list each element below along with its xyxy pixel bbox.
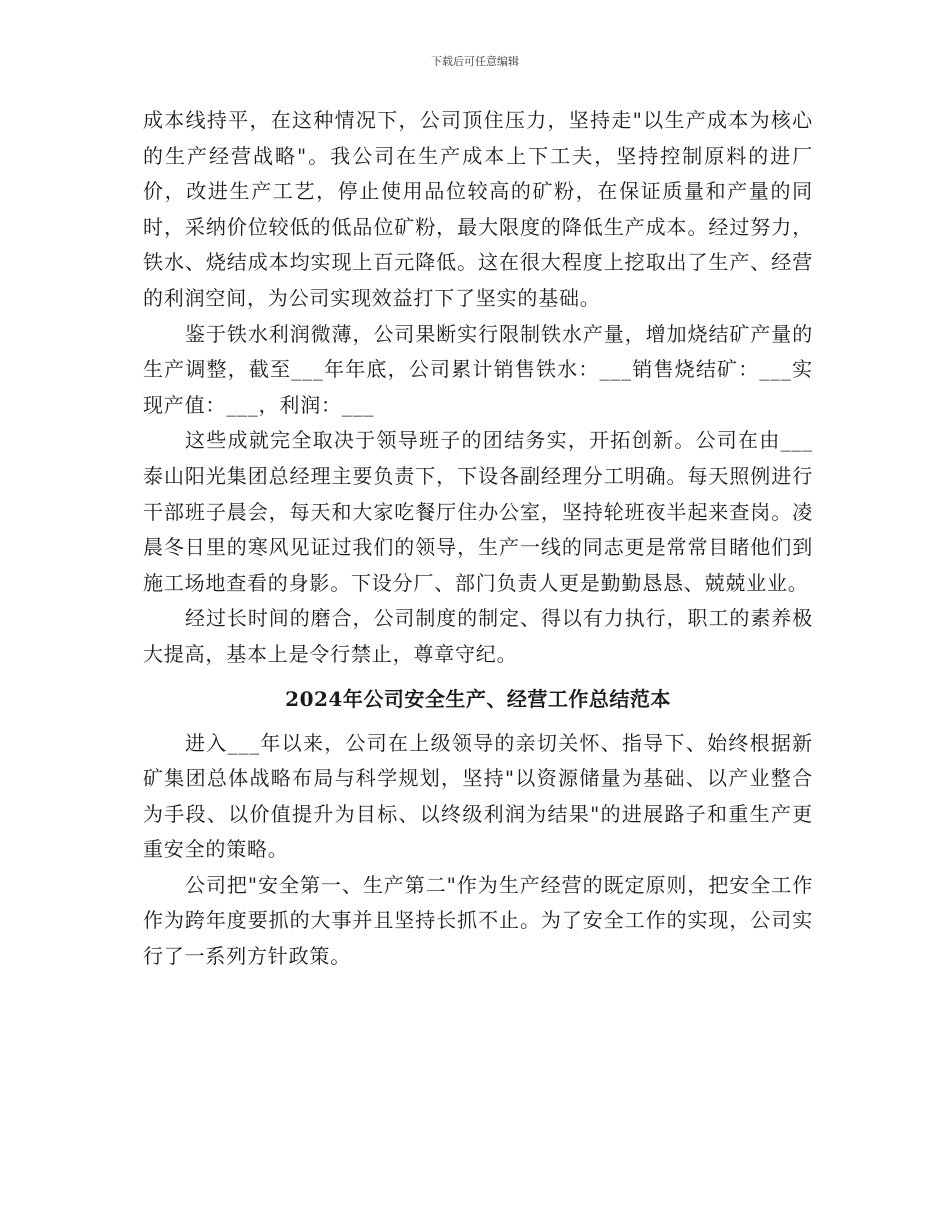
paragraph-strategy: 进入___年以来，公司在上级领导的亲切关怀、指导下、始终根据新矿集团总体战略布局与科学规划，坚持"以资源储量为基础、以产业整合为手段、以价值提升为目标、以终级利润为结果"的进展路子和重生产更重安全的策略。 [143, 730, 813, 862]
paragraph-discipline: 经过长时间的磨合，公司制度的制定、得以有力执行，职工的素养极大提高，基本上是令行禁止，尊章守纪。 [143, 606, 813, 666]
paragraph-leadership: 这些成就完全取决于领导班子的团结务实，开拓创新。公司在由___泰山阳光集团总经理主要负责下，下设各副经理分工明确。每天照例进行干部班子晨会，每天和大家吃餐厅住办公室，坚持轮班夜半起来查岗。凌晨冬日里的寒风见证过我们的领导，生产一线的同志更是常常目睹他们到施工场地查看的身影。下设分厂、部门负责人更是勤勤恳恳、兢兢业业。 [143, 428, 813, 595]
section-title: 2024年公司安全生产、经营工作总结范本 [285, 686, 671, 711]
document-body [143, 103, 813, 975]
page-header: 下载后可任意编辑 [431, 55, 519, 68]
paragraph-cost-control: 成本线持平，在这种情况下，公司顶住压力，坚持走"以生产成本为核心的生产经营战略"。我公司在生产成本上下工夫，坚持控制原料的进厂价，改进生产工艺，停止使用品位较高的矿粉，在保证质量和产量的同时，采纳价位较低的低品位矿粉，最大限度的降低生产成本。经过努力，铁水、烧结成本均实现上百元降低。这在很大程度上挖取出了生产、经营的利润空间，为公司实现效益打下了坚实的基础。 [143, 108, 813, 310]
paragraph-safety-principle: 公司把"安全第一、生产第二"作为生产经营的既定原则，把安全工作作为跨年度要抓的大事并且坚持长抓不止。为了安全工作的实现，公司实行了一系列方针政策。 [143, 872, 813, 969]
paragraph-production-adjustment: 鉴于铁水利润微薄，公司果断实行限制铁水产量，增加烧结矿产量的生产调整，截至___年年底，公司累计销售铁水：___销售烧结矿：___实现产值：___，利润：___ [143, 321, 813, 417]
